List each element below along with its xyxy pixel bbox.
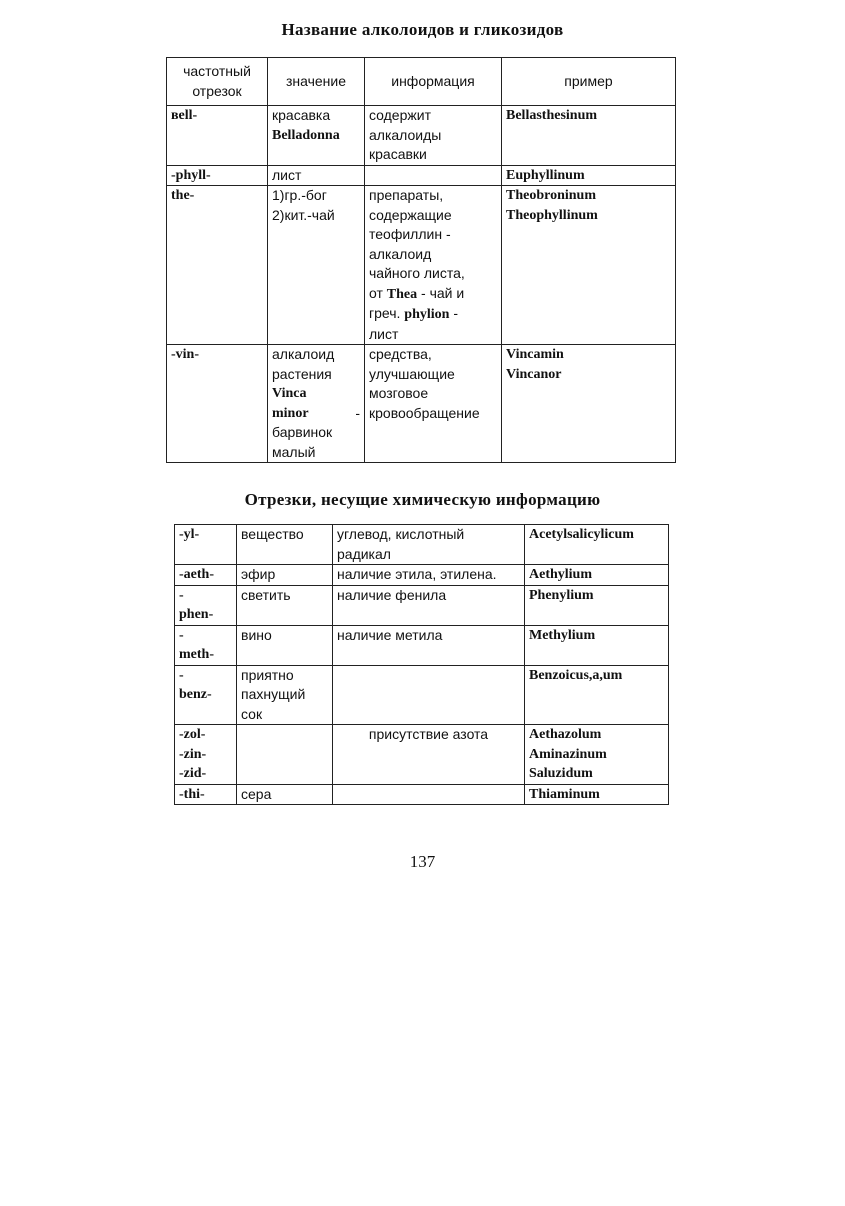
- example-line: Benzoicus,a,um: [529, 667, 623, 683]
- meaning-line: алкалоид: [272, 346, 335, 362]
- info-text: - чай и: [421, 284, 465, 301]
- meaning-cell: [268, 186, 365, 345]
- meaning-cell: [268, 165, 365, 186]
- meaning-line: пахнущий: [241, 686, 306, 702]
- info-text: от: [369, 284, 383, 301]
- meaning-cell: [268, 345, 365, 463]
- segment-line: -zol-: [179, 727, 206, 742]
- example-line: Theophyllinum: [506, 207, 598, 223]
- meaning-cell: [237, 784, 333, 805]
- meaning-line: Vinca: [272, 386, 307, 401]
- meaning-line: сера: [241, 785, 272, 802]
- alkaloids-table: [166, 57, 676, 463]
- info-cell: [333, 725, 525, 785]
- example-line: Thiaminum: [529, 786, 600, 802]
- header-meaning: значение: [268, 58, 365, 106]
- example-line: Acetylsalicylicum: [529, 527, 634, 542]
- segment-cell: [175, 585, 237, 625]
- info-line: углевод, кислотный: [337, 526, 465, 542]
- info-cell: [333, 525, 525, 565]
- example-line: Aminazinum: [529, 746, 607, 762]
- info-line: наличие метила: [337, 626, 443, 643]
- table-row: [175, 525, 669, 565]
- meaning-line: [272, 404, 360, 424]
- segment-cell: the-: [167, 186, 268, 345]
- info-cell: [333, 784, 525, 805]
- info-cell: [333, 565, 525, 586]
- info-line: лист: [369, 325, 399, 342]
- table-row: [167, 106, 676, 166]
- meaning-cell: [237, 565, 333, 586]
- info-term: Thea: [386, 286, 418, 302]
- info-cell: [365, 106, 502, 166]
- meaning-line: растения: [272, 365, 332, 382]
- info-cell: [333, 585, 525, 625]
- meaning-cell: [237, 625, 333, 665]
- meaning-line: Belladonna: [272, 127, 340, 143]
- example-line: Bellasthesinum: [506, 108, 598, 123]
- example-line: Vincanor: [506, 366, 562, 382]
- segment-line: meth-: [179, 647, 214, 662]
- segment-cell: -phyll-: [167, 165, 268, 186]
- info-cell: [333, 625, 525, 665]
- table1-title: Название алколоидов и гликозидов: [281, 20, 564, 39]
- meaning-cell: [237, 525, 333, 565]
- example-cell: [525, 665, 669, 725]
- meaning-line: светить: [241, 586, 291, 603]
- example-line: Aethazolum: [529, 727, 602, 742]
- table2-title: Отрезки, несущие химическую информацию: [244, 490, 601, 509]
- meaning-line: лист: [272, 166, 302, 183]
- example-line: Aethylium: [529, 567, 592, 582]
- meaning-line: сок: [241, 705, 263, 722]
- info-line: кровообращение: [369, 404, 480, 421]
- info-line: теофиллин -: [369, 226, 451, 242]
- segment-line: -thi-: [179, 786, 205, 802]
- info-line: наличие этила, этилена.: [337, 566, 497, 582]
- example-cell: [502, 345, 676, 463]
- example-line: Vincamin: [506, 347, 564, 362]
- segment-line: -zid-: [179, 766, 207, 781]
- table-row: [175, 625, 669, 665]
- info-line: содержит: [369, 107, 431, 123]
- meaning-line: 2)кит.-чай: [272, 206, 335, 223]
- segment-cell: [175, 784, 237, 805]
- meaning-line: красавка: [272, 107, 331, 123]
- table-row: [167, 186, 676, 345]
- segment-line: -: [179, 587, 184, 603]
- meaning-line: малый: [272, 443, 316, 460]
- chemical-info-table: [174, 524, 669, 805]
- meaning-cell: [237, 585, 333, 625]
- example-cell: [502, 165, 676, 186]
- meaning-cell: [268, 106, 365, 166]
- segment-line: -yl-: [179, 527, 200, 542]
- meaning-line: вино: [241, 626, 272, 643]
- info-line: чайного листа,: [369, 265, 465, 281]
- table-row: [175, 784, 669, 805]
- meaning-line: эфир: [241, 566, 276, 582]
- header-example: пример: [502, 58, 676, 106]
- info-line: наличие фенила: [337, 586, 447, 603]
- info-cell: [333, 665, 525, 725]
- info-line: присутствие азота: [368, 726, 489, 742]
- segment-line: -aeth-: [179, 567, 214, 582]
- info-line: средства,: [369, 346, 432, 362]
- example-line: Methylium: [529, 627, 596, 643]
- info-cell: [365, 345, 502, 463]
- segment-cell: [175, 625, 237, 665]
- info-line: алкалоиды: [369, 126, 442, 143]
- page-number: 137: [409, 852, 436, 871]
- info-line: [369, 304, 497, 325]
- example-line: Euphyllinum: [506, 167, 585, 183]
- example-line: Theobroninum: [506, 188, 596, 203]
- table-header-row: [167, 58, 676, 106]
- example-cell: [525, 525, 669, 565]
- info-line: мозговое: [369, 385, 429, 401]
- table-row: [175, 665, 669, 725]
- info-line: улучшающие: [369, 365, 455, 382]
- table-row: [175, 725, 669, 785]
- example-cell: [525, 784, 669, 805]
- segment-cell: -vin-: [167, 345, 268, 463]
- table-row: [175, 565, 669, 586]
- segment-line: -: [179, 667, 184, 683]
- segment-cell: вell-: [167, 106, 268, 166]
- info-cell: [365, 165, 502, 186]
- meaning-line: вещество: [241, 526, 304, 542]
- meaning-line: барвинок: [272, 424, 333, 440]
- example-cell: [525, 565, 669, 586]
- meaning-cell: [237, 725, 333, 785]
- segment-line: benz-: [179, 687, 212, 702]
- segment-cell: [175, 665, 237, 725]
- info-line: [369, 284, 497, 305]
- info-line: содержащие: [369, 206, 452, 223]
- example-line: Phenylium: [529, 587, 594, 603]
- segment-line: -zin-: [179, 746, 207, 762]
- example-cell: [525, 585, 669, 625]
- info-text: -: [453, 305, 458, 321]
- segment-cell: [175, 565, 237, 586]
- example-line: Saluzidum: [529, 766, 593, 781]
- example-cell: [525, 625, 669, 665]
- segment-line: phen-: [179, 607, 214, 622]
- header-info: информация: [365, 58, 502, 106]
- table-row: [175, 585, 669, 625]
- info-term: phylion: [404, 307, 450, 322]
- segment-cell: [175, 725, 237, 785]
- table-row: [167, 165, 676, 186]
- segment-line: -: [179, 627, 184, 643]
- info-line: красавки: [369, 146, 427, 162]
- meaning-term: minor: [272, 405, 309, 421]
- info-text: греч.: [369, 305, 401, 321]
- table-row: [167, 345, 676, 463]
- meaning-line: 1)гр.-бог: [272, 187, 327, 203]
- info-line: препараты,: [369, 187, 444, 203]
- meaning-line: приятно: [241, 666, 294, 683]
- meaning-text: -: [355, 404, 360, 421]
- segment-cell: [175, 525, 237, 565]
- header-segment: частотный отрезок: [167, 58, 268, 106]
- example-cell: [502, 186, 676, 345]
- example-cell: [525, 725, 669, 785]
- meaning-cell: [237, 665, 333, 725]
- info-cell: [365, 186, 502, 345]
- example-cell: [502, 106, 676, 166]
- info-line: алкалоид: [369, 245, 432, 262]
- info-line: радикал: [337, 545, 391, 562]
